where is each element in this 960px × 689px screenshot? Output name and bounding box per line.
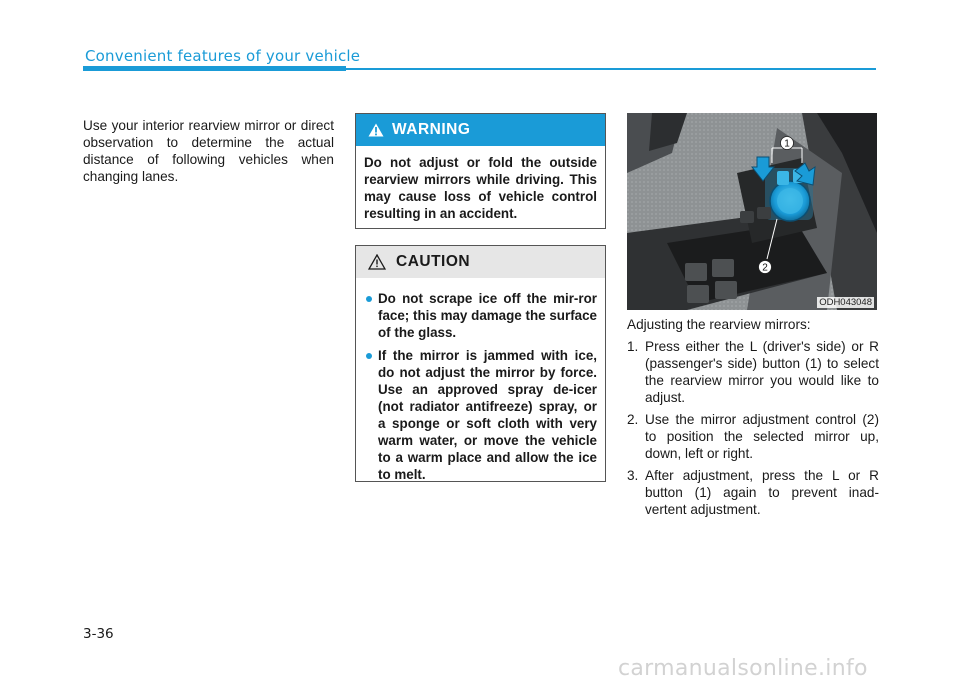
header-rule-thin	[346, 68, 876, 70]
instructions	[627, 316, 879, 523]
instruction-step	[627, 338, 879, 406]
caution-item: If the mirror is jammed with ice, do not adjust the mirror by force. Use an approved spray de-icer (not radiator antifreeze) spray, or a sponge or soft cloth with very warm water, or move the vehicle to a warm place and allow the ice to melt.	[366, 347, 597, 483]
instruction-step	[627, 467, 879, 518]
callout-1: 1	[784, 138, 790, 150]
warning-label: WARNING	[392, 121, 471, 138]
section-title: Convenient features of your vehicle	[85, 47, 361, 65]
step-text: Use the mirror adjustment control (2) to position the selected mirror up, down, left or right.	[645, 412, 879, 461]
caution-box	[355, 245, 606, 482]
instruction-steps	[627, 338, 879, 518]
caution-list	[356, 278, 605, 483]
caution-item: Do not scrape ice off the mir-ror face; this may damage the surface of the glass.	[366, 290, 597, 341]
warning-triangle-icon	[368, 123, 384, 137]
step-number: 1.	[627, 339, 639, 354]
mirror-control-photo	[627, 113, 877, 310]
door-panel-illustration	[627, 113, 877, 310]
warning-text: Do not adjust or fold the outside rearview mirrors while driving. This may cause loss of vehicle control resulting in an accident.	[364, 155, 597, 221]
instruction-step	[627, 411, 879, 462]
warning-box	[355, 113, 606, 229]
warning-header	[356, 114, 605, 146]
caution-triangle-icon	[368, 254, 386, 270]
callout-2: 2	[762, 262, 768, 274]
instructions-intro: Adjusting the rearview mirrors:	[627, 317, 811, 332]
watermark: carmanualsonline.info	[618, 656, 868, 681]
body-paragraph: Use your interior rearview mirror or direct observation to determine the actual distance of following vehicles when changing lanes.	[83, 118, 334, 184]
page-number: 3-36	[83, 626, 114, 642]
step-number: 3.	[627, 468, 639, 483]
step-text: Press either the L (driver's side) or R (passenger's side) button (1) to select the rearview mirror you would like to adjust.	[645, 339, 879, 405]
step-text: After adjustment, press the L or R button (1) again to prevent inad-vertent adjustment.	[645, 468, 879, 517]
figure-code: ODH043048	[819, 297, 872, 308]
caution-label: CAUTION	[396, 253, 471, 270]
step-number: 2.	[627, 412, 639, 427]
caution-header	[356, 246, 605, 278]
header-rule-thick	[83, 66, 346, 71]
